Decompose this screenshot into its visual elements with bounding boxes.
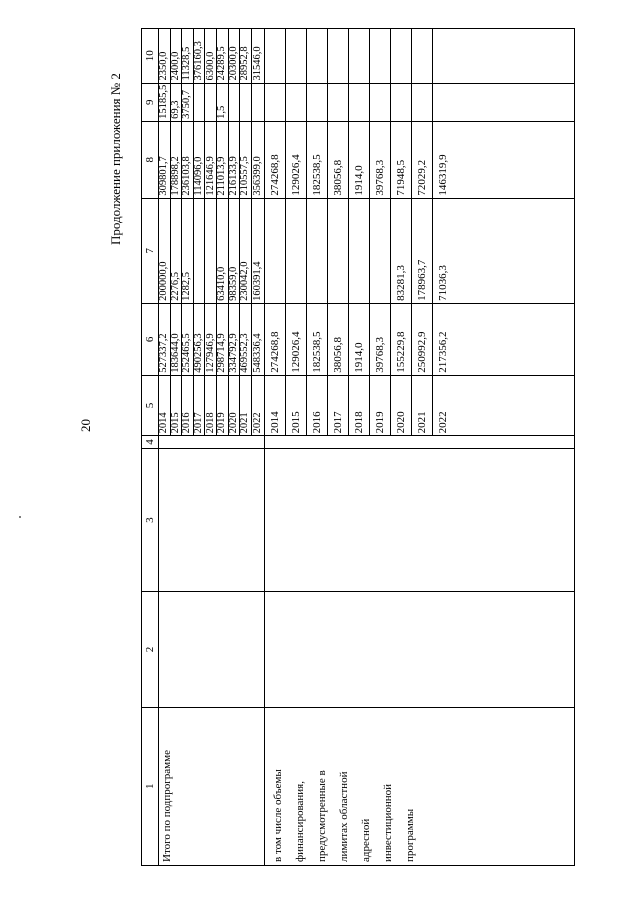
col-header: 7 (142, 198, 159, 303)
table-cell: 2018 (349, 376, 370, 436)
table-cell: 298714,9 (217, 304, 229, 375)
table-cell: 38056,8 (328, 122, 349, 198)
table-cell: 334792,9 (229, 304, 241, 375)
table-cell: 3750,7 (182, 84, 194, 121)
table-cell: 356399,0 (251, 156, 263, 196)
table-cell: 2015 (286, 376, 307, 436)
col-header: 2 (142, 592, 159, 707)
section-label: Итого по подпрограмме (159, 707, 265, 865)
financing-table-grid (141, 28, 575, 866)
table-cell: 230042,0 (240, 199, 252, 303)
value-list-col10 (159, 29, 265, 84)
col-header: 6 (142, 303, 159, 375)
col-header: 1 (142, 707, 159, 865)
table-cell: 182538,5 (307, 304, 328, 375)
table-cell: 121646,9 (205, 122, 217, 198)
col-header: 8 (142, 121, 159, 198)
table-cell: 2018 (205, 376, 217, 436)
continuation-title: Продолжение приложения № 2 (108, 73, 123, 245)
table-cell: 274268,8 (265, 304, 286, 375)
table-cell: 182538,5 (307, 122, 328, 198)
table-cell (370, 84, 391, 121)
col-header: 4 (142, 436, 159, 448)
table-cell: 527337,2 (159, 304, 171, 375)
table-cell: 469552,3 (240, 304, 252, 375)
page-number: 20 (78, 419, 93, 432)
value-list-col8 (265, 121, 575, 198)
table-cell: 2350,0 (159, 29, 171, 83)
blank-cell (159, 592, 265, 707)
table-cell (349, 84, 370, 121)
table-cell: 2019 (370, 376, 391, 436)
table-cell: 2017 (194, 376, 206, 436)
table-cell: 114096,0 (194, 122, 206, 198)
table-cell: 376160,3 (194, 29, 206, 83)
table-cell: 1,5 (217, 84, 229, 121)
table-cell: 39768,3 (370, 304, 391, 375)
table-cell (391, 84, 412, 121)
table-cell: 72029,2 (412, 122, 433, 198)
value-list-col7 (265, 198, 575, 303)
table-cell: 71948,5 (391, 122, 412, 198)
table-cell: 2021 (412, 376, 433, 436)
table-cell (265, 84, 286, 121)
table-cell (240, 84, 252, 121)
value-list-col6 (265, 303, 575, 375)
table-cell (307, 29, 328, 83)
table-cell: 2021 (240, 376, 252, 436)
table-cell: 24289,5 (217, 29, 229, 83)
table-row-total (159, 29, 265, 866)
table-cell (229, 84, 241, 121)
table-cell: 216133,9 (229, 122, 241, 198)
table-cell: 274268,8 (265, 122, 286, 198)
table-cell (370, 29, 391, 83)
table-cell: 2020 (391, 376, 412, 436)
table-cell (286, 29, 307, 83)
table-cell: 2016 (182, 376, 194, 436)
table-cell (370, 199, 391, 303)
table-cell: 200000,0 (159, 199, 171, 303)
table-cell: 2019 (217, 376, 229, 436)
table-cell: 490256,3 (194, 304, 206, 375)
table-cell (433, 29, 454, 83)
table-cell: 15185,5 (158, 84, 170, 119)
blank-cell (265, 592, 575, 707)
section-label: в том числе объемы финансирования, предусмотренные в лимитах областной адресной инвестиционной программы (265, 707, 575, 865)
table-cell: 211013,9 (217, 122, 229, 198)
table-cell (349, 199, 370, 303)
table-cell: 1914,0 (349, 304, 370, 375)
table-cell (307, 199, 328, 303)
col-header: 3 (142, 448, 159, 592)
table-cell (328, 29, 349, 83)
table-cell: 2014 (159, 376, 171, 436)
table-cell: 6300,0 (205, 29, 217, 83)
table-cell (194, 84, 206, 121)
value-list-col7 (159, 198, 265, 303)
table-cell: 178898,2 (171, 122, 183, 198)
table-cell (205, 199, 217, 303)
value-list-col6 (159, 303, 265, 375)
value-list-col10 (265, 29, 575, 84)
table-cell: 2276,5 (171, 199, 183, 303)
year-list (159, 375, 265, 436)
table-cell: 2400,0 (171, 29, 183, 83)
blank-cell (265, 436, 575, 448)
table-cell: 548336,4 (251, 333, 263, 373)
table-cell: 2015 (171, 376, 183, 436)
financing-table (141, 28, 575, 866)
table-cell (328, 84, 349, 121)
blank-cell (265, 448, 575, 592)
table-cell: 20300,0 (229, 29, 241, 83)
table-cell: 2020 (229, 376, 241, 436)
table-cell: 11328,5 (182, 29, 194, 83)
table-cell: 39768,3 (370, 122, 391, 198)
table-cell: 83281,3 (391, 199, 412, 303)
table-cell (433, 84, 454, 121)
table-cell: 2022 (251, 412, 263, 434)
table-cell: 155229,8 (391, 304, 412, 375)
table-cell: 98359,0 (229, 199, 241, 303)
table-cell (307, 84, 328, 121)
table-cell: 1282,5 (182, 199, 194, 303)
blank-cell (159, 448, 265, 592)
table-row-investment (265, 29, 575, 866)
table-cell: 250992,9 (412, 304, 433, 375)
table-cell (286, 84, 307, 121)
table-cell: 309801,7 (159, 122, 171, 198)
col-header: 9 (142, 83, 159, 121)
header-row (142, 29, 159, 866)
table-cell (328, 199, 349, 303)
table-cell (349, 29, 370, 83)
table-cell: 71036,3 (437, 265, 450, 301)
table-cell: 2022 (437, 411, 450, 434)
table-cell: 178963,7 (412, 199, 433, 303)
table-cell: 1914,0 (349, 122, 370, 198)
table-cell: 252465,5 (182, 304, 194, 375)
table-cell (205, 84, 217, 121)
table-cell: 217356,2 (437, 331, 450, 373)
table-cell: 160391,4 (251, 261, 263, 301)
col-header: 5 (142, 375, 159, 436)
col-header: 10 (142, 29, 159, 84)
table-cell (265, 199, 286, 303)
value-list-col8 (159, 121, 265, 198)
value-list-col9 (159, 83, 265, 121)
table-cell: 38056,8 (328, 304, 349, 375)
table-cell: 210557,5 (240, 122, 252, 198)
table-cell: 2016 (307, 376, 328, 436)
blank-cell (159, 436, 265, 448)
table-cell: 63410,0 (217, 199, 229, 303)
table-cell: 146319,9 (437, 154, 450, 196)
table-cell (194, 199, 206, 303)
table-cell: 69,3 (171, 84, 183, 121)
table-cell: 2014 (265, 376, 286, 436)
table-cell (265, 29, 286, 83)
table-cell (252, 84, 264, 121)
table-cell: 129026,4 (286, 304, 307, 375)
table-cell: 127946,9 (205, 304, 217, 375)
table-cell: 2017 (328, 376, 349, 436)
table-cell (412, 29, 433, 83)
table-cell: 129026,4 (286, 122, 307, 198)
year-list (265, 375, 575, 436)
table-cell: 31546,0 (251, 46, 263, 81)
table-cell: 183644,0 (171, 304, 183, 375)
table-cell (412, 84, 433, 121)
table-cell: 236103,8 (182, 122, 194, 198)
scan-speck (19, 516, 21, 518)
table-cell (286, 199, 307, 303)
value-list-col9 (265, 83, 575, 121)
table-cell (391, 29, 412, 83)
table-cell: 28952,8 (240, 29, 252, 83)
